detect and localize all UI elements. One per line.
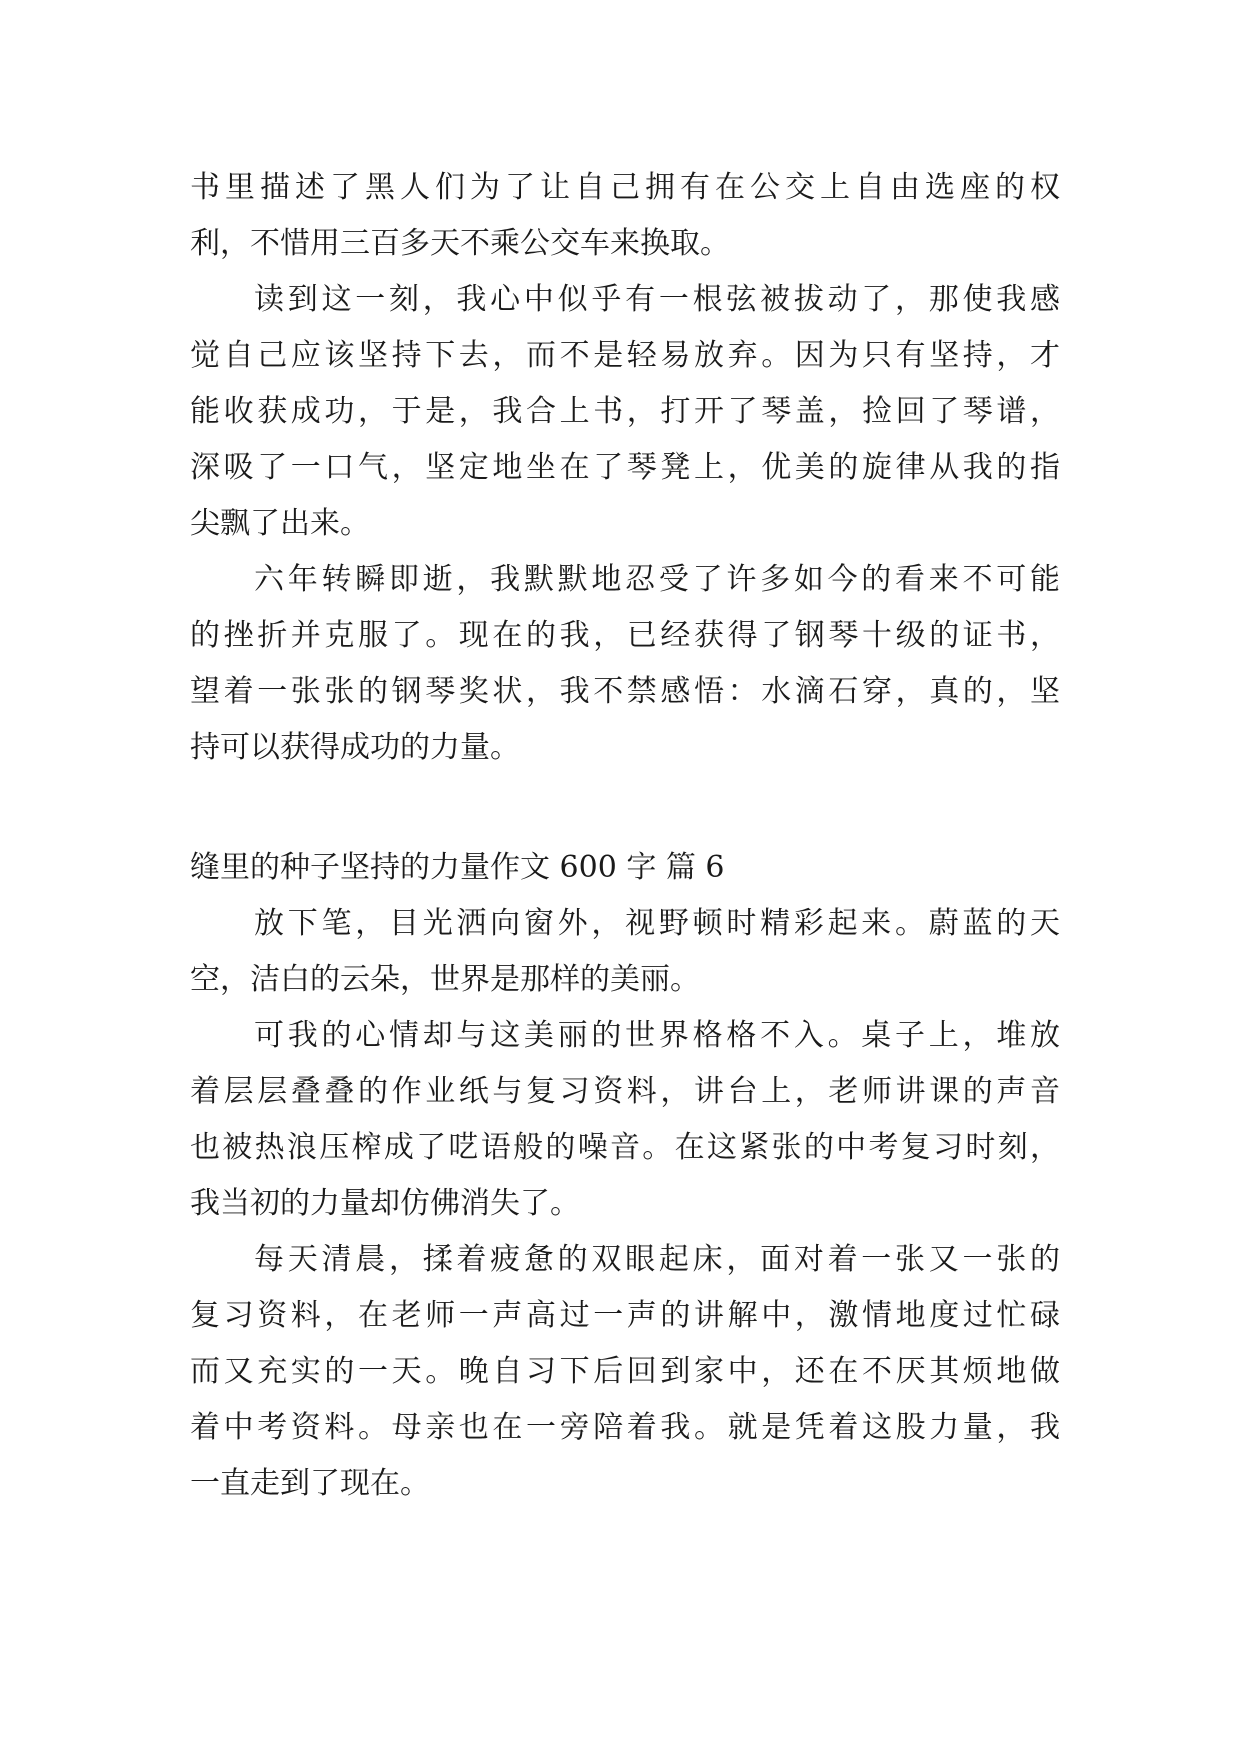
section-heading: 缝里的种子坚持的力量作文 600 字 篇 6 [190, 850, 725, 885]
text-line: 着中考资料。母亲也在一旁陪着我。就是凭着这股力量，我 [190, 1410, 1060, 1445]
paragraph [190, 160, 1060, 272]
text-line: 书里描述了黑人们为了让自己拥有在公交上自由选座的权 [190, 170, 1060, 205]
text-line: 能收获成功，于是，我合上书，打开了琴盖，捡回了琴谱， [190, 394, 1060, 429]
text-line: 的挫折并克服了。现在的我，已经获得了钢琴十级的证书， [190, 618, 1060, 653]
paragraph [190, 1008, 1060, 1232]
text-line: 每天清晨，揉着疲惫的双眼起床，面对着一张又一张的 [254, 1242, 1060, 1277]
text-line: 一直走到了现在。 [190, 1466, 430, 1501]
text-line: 我当初的力量却仿佛消失了。 [190, 1186, 580, 1221]
text-line: 读到这一刻，我心中似乎有一根弦被拔动了，那使我感 [254, 282, 1060, 317]
text-line: 也被热浪压榨成了呓语般的噪音。在这紧张的中考复习时刻， [190, 1130, 1060, 1165]
text-line: 觉自己应该坚持下去，而不是轻易放弃。因为只有坚持，才 [190, 338, 1060, 373]
text-line: 复习资料，在老师一声高过一声的讲解中，激情地度过忙碌 [190, 1298, 1060, 1333]
text-line: 而又充实的一天。晚自习下后回到家中，还在不厌其烦地做 [190, 1354, 1060, 1389]
text-line: 六年转瞬即逝，我默默地忍受了许多如今的看来不可能 [254, 562, 1060, 597]
paragraph [190, 1232, 1060, 1512]
text-line: 利，不惜用三百多天不乘公交车来换取。 [190, 226, 730, 261]
paragraph [190, 272, 1060, 552]
document-page [190, 160, 1060, 1512]
paragraph [190, 896, 1060, 1008]
paragraph [190, 552, 1060, 776]
text-line: 可我的心情却与这美丽的世界格格不入。桌子上，堆放 [254, 1018, 1060, 1053]
text-line: 着层层叠叠的作业纸与复习资料，讲台上，老师讲课的声音 [190, 1074, 1060, 1109]
text-line: 深吸了一口气，坚定地坐在了琴凳上，优美的旋律从我的指 [190, 450, 1060, 485]
text-line: 尖飘了出来。 [190, 506, 370, 541]
text-line: 持可以获得成功的力量。 [190, 730, 520, 765]
section-gap [190, 776, 1060, 840]
text-line: 望着一张张的钢琴奖状，我不禁感悟：水滴石穿，真的，坚 [190, 674, 1060, 709]
text-line: 空，洁白的云朵，世界是那样的美丽。 [190, 962, 700, 997]
text-line: 放下笔，目光洒向窗外，视野顿时精彩起来。蔚蓝的天 [254, 906, 1060, 941]
